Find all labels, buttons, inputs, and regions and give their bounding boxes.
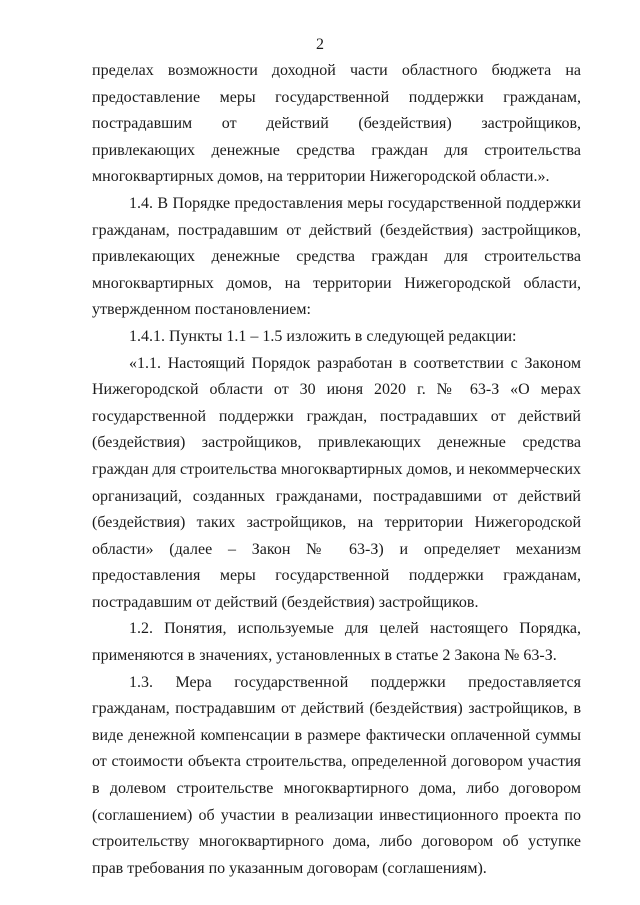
page-number: 2 [316,36,324,53]
paragraph-1-4-1: 1.4.1. Пункты 1.1 – 1.5 изложить в следующей редакции: [129,327,517,345]
paragraph-1-2: 1.2. Понятия, используемые для целей настоящего Порядка, применяются в значениях, установленных в статье 2 Закона № 63-З. [92,620,581,665]
paragraph-1-1: «1.1. Настоящий Порядок разработан в соответствии с Законом Нижегородской области от 30 июня 2020 г. № 63-З «О мерах государственной поддержки граждан, пострадавших от действий (бездействия) застройщиков, привлекающих денежные средства граждан для строительства многоквартирных домов, и некоммерческих организаций, созданных гражданами, пострадавшими от действий (бездействия) таких застройщиков, на территории Нижегородской области» (далее – Закон № 63-З) и определяет механизм предоставления меры государственной поддержки гражданам, пострадавшим от действий (бездействия) застройщиков. [92,354,581,611]
paragraph-continuation: пределах возможности доходной части областного бюджета на предоставление меры государственной поддержки гражданам, пострадавшим от действий (бездействия) застройщиков, привлекающих денежные средства граждан для строительства многоквартирных домов, на территории Нижегородской области.». [92,62,581,186]
document-body [92,58,581,882]
paragraph-1-3: 1.3. Мера государственной поддержки предоставляется гражданам, пострадавшим от действий (бездействия) застройщиков, в виде денежной компенсации в размере фактически оплаченной суммы от стоимости объекта строительства, определенной договором участия в долевом строительстве многоквартирного дома, либо договором (соглашением) об участии в реализации инвестиционного проекта по строительству многоквартирного дома, либо договором об уступке прав требования по указанным договорам (соглашениям). [92,673,581,877]
paragraph-1-4: 1.4. В Порядке предоставления меры государственной поддержки гражданам, пострадавшим от действий (бездействия) застройщиков, привлекающих денежные средства граждан для строительства многоквартирных домов, на территории Нижегородской области, утвержденном постановлением: [92,194,581,319]
